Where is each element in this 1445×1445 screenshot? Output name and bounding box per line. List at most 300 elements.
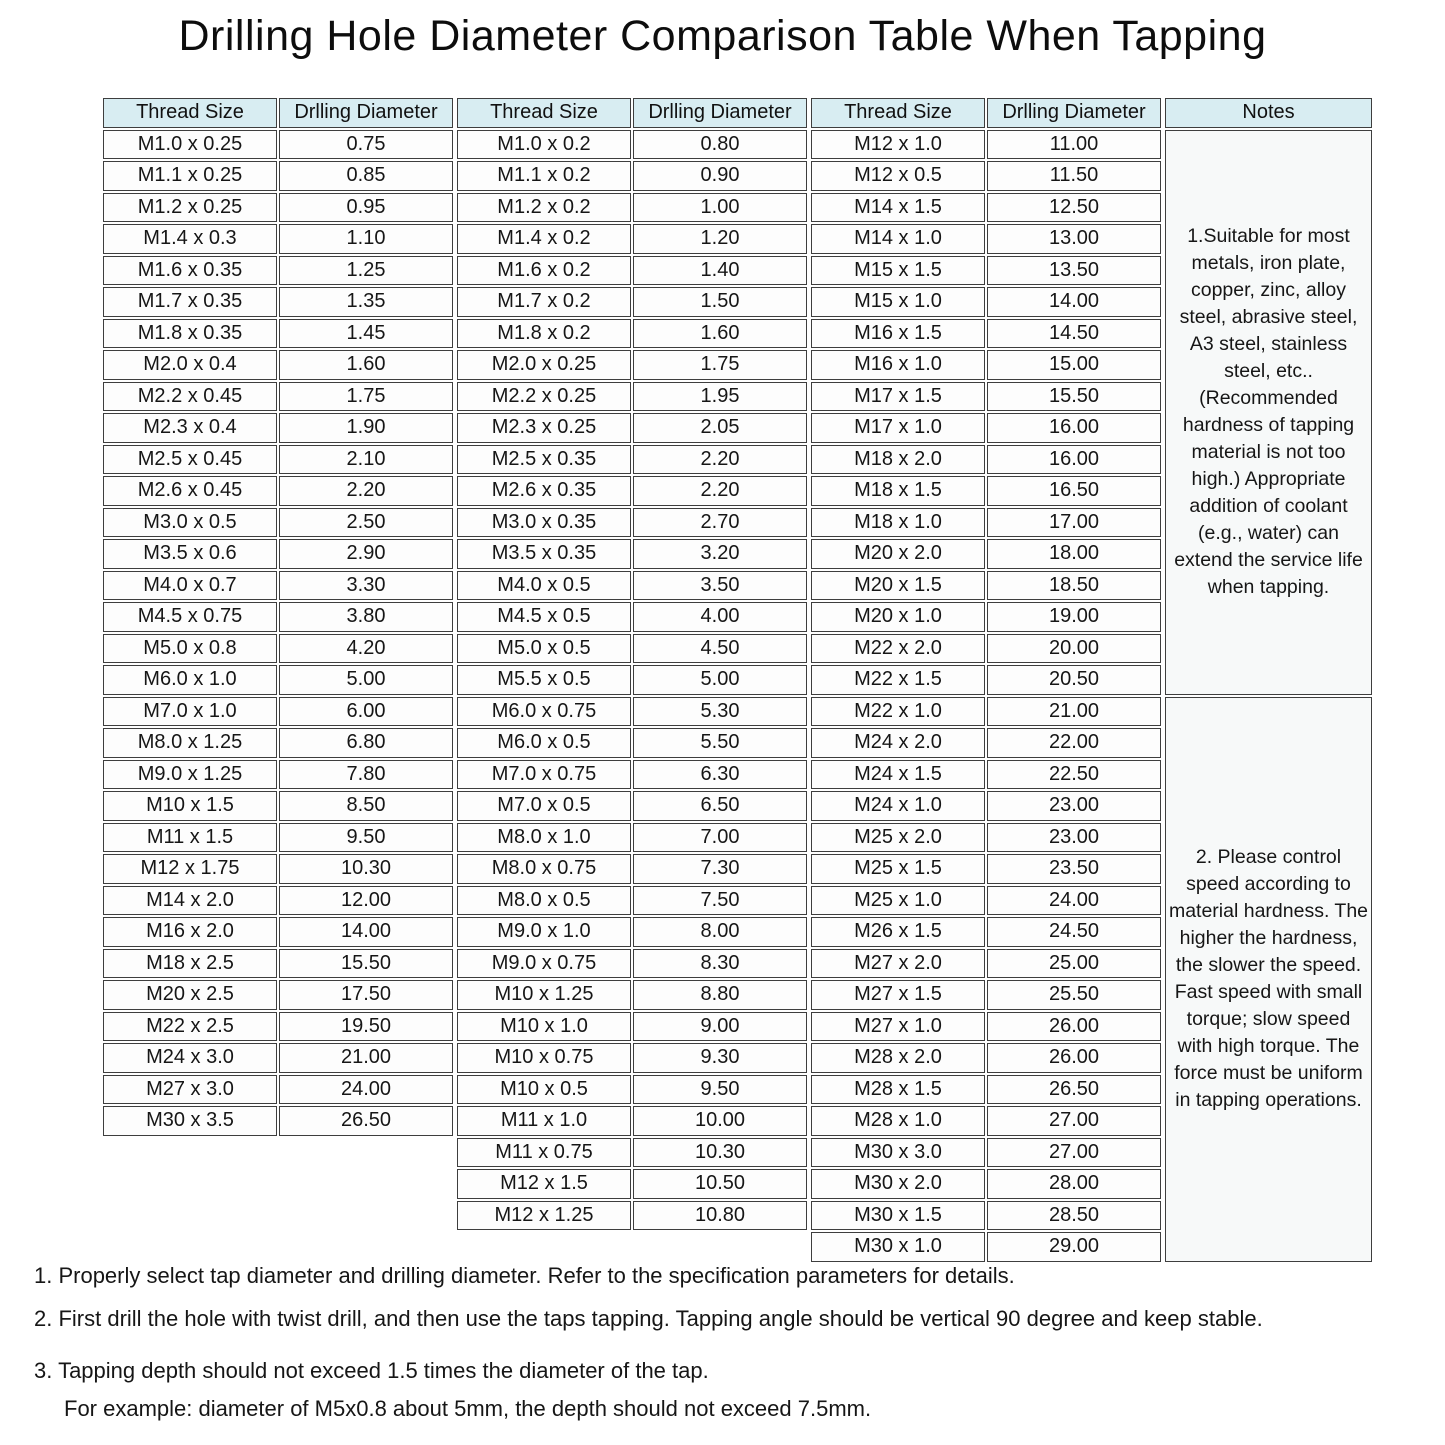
- table-row: [103, 980, 453, 1010]
- thread-size-cell: M11 x 1.5: [103, 823, 277, 853]
- drilling-diameter-cell: 5.00: [279, 665, 453, 695]
- thread-size-cell: M18 x 2.0: [811, 445, 985, 475]
- thread-size-cell: M6.0 x 0.75: [457, 697, 631, 727]
- notes-row: [1165, 130, 1372, 695]
- drilling-diameter-cell: 6.00: [279, 697, 453, 727]
- thread-size-cell: M7.0 x 1.0: [103, 697, 277, 727]
- drilling-diameter-cell: 10.30: [279, 854, 453, 884]
- thread-size-cell: M1.2 x 0.25: [103, 193, 277, 223]
- note-1: 1.Suitable for most metals, iron plate, copper, zinc, alloy steel, abrasive steel, A3 steel, stainless steel, etc..(Recommended hardness of tapping material is not too high.) Appropriate addition of coolant (e.g., water) can extend the service life when tapping.: [1165, 130, 1372, 695]
- thread-size-cell: M2.2 x 0.25: [457, 382, 631, 412]
- drilling-diameter-cell: 1.45: [279, 319, 453, 349]
- drilling-diameter-cell: 2.20: [633, 476, 807, 506]
- table-row: [457, 980, 807, 1010]
- drilling-diameter-cell: 19.00: [987, 602, 1161, 632]
- thread-size-cell: M15 x 1.0: [811, 287, 985, 317]
- thread-size-cell: M25 x 1.5: [811, 854, 985, 884]
- drilling-diameter-cell: 6.30: [633, 760, 807, 790]
- thread-size-cell: M30 x 3.5: [103, 1106, 277, 1136]
- table-row: [811, 319, 1161, 349]
- drilling-diameter-cell: 2.20: [633, 445, 807, 475]
- table-row: [811, 1075, 1161, 1105]
- table-row: [457, 130, 807, 160]
- thread-size-cell: M24 x 3.0: [103, 1043, 277, 1073]
- thread-size-cell: M3.5 x 0.6: [103, 539, 277, 569]
- thread-size-cell: M1.2 x 0.2: [457, 193, 631, 223]
- drilling-diameter-cell: 2.10: [279, 445, 453, 475]
- drilling-diameter-cell: 1.00: [633, 193, 807, 223]
- table-row: [811, 1169, 1161, 1199]
- table-row: [457, 949, 807, 979]
- thread-size-cell: M1.1 x 0.25: [103, 161, 277, 191]
- table-row: [457, 665, 807, 695]
- footer-note-2: 2. First drill the hole with twist drill, and then use the taps tapping. Tapping angle should be vertical 90 degree and keep stable.: [34, 1306, 1263, 1331]
- table-row: [457, 791, 807, 821]
- thread-size-cell: M2.3 x 0.25: [457, 413, 631, 443]
- thread-size-cell: M12 x 1.5: [457, 1169, 631, 1199]
- drilling-diameter-cell: 28.50: [987, 1201, 1161, 1231]
- thread-size-cell: M10 x 1.5: [103, 791, 277, 821]
- thread-size-cell: M2.0 x 0.25: [457, 350, 631, 380]
- table-row: [103, 256, 453, 286]
- thread-size-cell: M8.0 x 0.5: [457, 886, 631, 916]
- drilling-diameter-cell: 24.50: [987, 917, 1161, 947]
- drilling-diameter-cell: 22.50: [987, 760, 1161, 790]
- thread-size-cell: M4.5 x 0.75: [103, 602, 277, 632]
- table-row: [103, 602, 453, 632]
- thread-size-cell: M1.0 x 0.2: [457, 130, 631, 160]
- drilling-diameter-cell: 3.30: [279, 571, 453, 601]
- thread-size-cell: M22 x 2.0: [811, 634, 985, 664]
- table-row: [811, 1043, 1161, 1073]
- drilling-diameter-cell: 2.20: [279, 476, 453, 506]
- drilling-diameter-cell: 8.30: [633, 949, 807, 979]
- table-row: [811, 854, 1161, 884]
- table-row: [811, 287, 1161, 317]
- drilling-diameter-cell: 17.00: [987, 508, 1161, 538]
- thread-size-cell: M28 x 1.5: [811, 1075, 985, 1105]
- table-row: [457, 287, 807, 317]
- drilling-diameter-cell: 7.50: [633, 886, 807, 916]
- table-row: [811, 508, 1161, 538]
- table-row: [457, 917, 807, 947]
- thread-size-cell: M5.0 x 0.5: [457, 634, 631, 664]
- drilling-diameter-cell: 10.50: [633, 1169, 807, 1199]
- thread-size-cell: M24 x 1.0: [811, 791, 985, 821]
- table-row: [811, 413, 1161, 443]
- col-header-thread-size: Thread Size: [103, 98, 277, 128]
- thread-size-cell: M8.0 x 1.25: [103, 728, 277, 758]
- thread-size-cell: M6.0 x 1.0: [103, 665, 277, 695]
- thread-size-cell: M8.0 x 0.75: [457, 854, 631, 884]
- thread-size-cell: M12 x 1.25: [457, 1201, 631, 1231]
- thread-size-cell: M1.0 x 0.25: [103, 130, 277, 160]
- drilling-diameter-cell: 15.50: [987, 382, 1161, 412]
- thread-size-cell: M6.0 x 0.5: [457, 728, 631, 758]
- thread-size-cell: M1.6 x 0.2: [457, 256, 631, 286]
- thread-size-cell: M12 x 1.75: [103, 854, 277, 884]
- thread-size-cell: M2.5 x 0.45: [103, 445, 277, 475]
- thread-size-cell: M14 x 1.5: [811, 193, 985, 223]
- table-row: [811, 571, 1161, 601]
- thread-size-cell: M16 x 2.0: [103, 917, 277, 947]
- thread-size-cell: M16 x 1.0: [811, 350, 985, 380]
- thread-size-cell: M8.0 x 1.0: [457, 823, 631, 853]
- table-row: [811, 539, 1161, 569]
- drilling-diameter-cell: 27.00: [987, 1138, 1161, 1168]
- drilling-diameter-cell: 18.00: [987, 539, 1161, 569]
- drilling-diameter-cell: 7.30: [633, 854, 807, 884]
- table-row: [457, 1201, 807, 1231]
- table-row: [811, 949, 1161, 979]
- drilling-diameter-cell: 3.50: [633, 571, 807, 601]
- thread-size-cell: M17 x 1.0: [811, 413, 985, 443]
- drilling-diameter-cell: 19.50: [279, 1012, 453, 1042]
- thread-size-cell: M4.0 x 0.5: [457, 571, 631, 601]
- table-row: [103, 854, 453, 884]
- thread-size-cell: M12 x 0.5: [811, 161, 985, 191]
- drilling-diameter-cell: 22.00: [987, 728, 1161, 758]
- drilling-diameter-cell: 2.90: [279, 539, 453, 569]
- thread-size-cell: M9.0 x 1.0: [457, 917, 631, 947]
- drilling-diameter-cell: 1.40: [633, 256, 807, 286]
- table-row: [811, 665, 1161, 695]
- thread-size-cell: M27 x 3.0: [103, 1075, 277, 1105]
- comparison-table: [101, 96, 1374, 1264]
- thread-size-cell: M2.2 x 0.45: [103, 382, 277, 412]
- table-row: [811, 697, 1161, 727]
- thread-size-cell: M1.1 x 0.2: [457, 161, 631, 191]
- table-row: [103, 949, 453, 979]
- col-header-drilling-diameter: Drlling Diameter: [633, 98, 807, 128]
- table-row: [811, 193, 1161, 223]
- table-row: [103, 224, 453, 254]
- drilling-diameter-cell: 0.85: [279, 161, 453, 191]
- table-row: [811, 476, 1161, 506]
- drilling-diameter-cell: 16.00: [987, 445, 1161, 475]
- drilling-diameter-cell: 7.00: [633, 823, 807, 853]
- thread-size-cell: M25 x 2.0: [811, 823, 985, 853]
- drilling-diameter-cell: 25.50: [987, 980, 1161, 1010]
- notes-column: [1163, 96, 1374, 1264]
- drilling-diameter-cell: 1.20: [633, 224, 807, 254]
- thread-size-cell: M18 x 1.0: [811, 508, 985, 538]
- table-row: [457, 602, 807, 632]
- drilling-diameter-cell: 1.50: [633, 287, 807, 317]
- thread-size-cell: M20 x 1.0: [811, 602, 985, 632]
- thread-size-cell: M24 x 1.5: [811, 760, 985, 790]
- thread-size-cell: M3.5 x 0.35: [457, 539, 631, 569]
- drilling-diameter-cell: 26.50: [987, 1075, 1161, 1105]
- thread-size-cell: M18 x 2.5: [103, 949, 277, 979]
- drilling-diameter-cell: 21.00: [279, 1043, 453, 1073]
- thread-table-group-3: [809, 96, 1163, 1264]
- drilling-diameter-cell: 12.00: [279, 886, 453, 916]
- drilling-diameter-cell: 18.50: [987, 571, 1161, 601]
- thread-size-cell: M10 x 1.0: [457, 1012, 631, 1042]
- drilling-diameter-cell: 15.00: [987, 350, 1161, 380]
- drilling-diameter-cell: 13.00: [987, 224, 1161, 254]
- thread-table-group-2: [455, 96, 809, 1232]
- thread-size-cell: M30 x 1.0: [811, 1232, 985, 1262]
- table-row: [103, 823, 453, 853]
- thread-size-cell: M24 x 2.0: [811, 728, 985, 758]
- table-row: [811, 917, 1161, 947]
- drilling-diameter-cell: 12.50: [987, 193, 1161, 223]
- table-row: [103, 571, 453, 601]
- thread-size-cell: M1.8 x 0.2: [457, 319, 631, 349]
- table-row: [457, 413, 807, 443]
- table-row: [811, 602, 1161, 632]
- thread-size-cell: M1.4 x 0.2: [457, 224, 631, 254]
- table-row: [103, 193, 453, 223]
- table-row: [457, 1075, 807, 1105]
- thread-size-cell: M1.7 x 0.2: [457, 287, 631, 317]
- footer-note-1: 1. Properly select tap diameter and drilling diameter. Refer to the specification parameters for details.: [34, 1263, 1015, 1288]
- thread-size-cell: M20 x 2.5: [103, 980, 277, 1010]
- drilling-diameter-cell: 3.20: [633, 539, 807, 569]
- thread-size-cell: M11 x 1.0: [457, 1106, 631, 1136]
- thread-size-cell: M28 x 2.0: [811, 1043, 985, 1073]
- thread-size-cell: M2.3 x 0.4: [103, 413, 277, 443]
- thread-size-cell: M4.0 x 0.7: [103, 571, 277, 601]
- drilling-diameter-cell: 6.50: [633, 791, 807, 821]
- table-row: [103, 1012, 453, 1042]
- thread-size-cell: M16 x 1.5: [811, 319, 985, 349]
- thread-size-cell: M26 x 1.5: [811, 917, 985, 947]
- thread-size-cell: M1.7 x 0.35: [103, 287, 277, 317]
- thread-size-cell: M10 x 0.75: [457, 1043, 631, 1073]
- thread-size-cell: M4.5 x 0.5: [457, 602, 631, 632]
- thread-size-cell: M10 x 0.5: [457, 1075, 631, 1105]
- table-row: [103, 350, 453, 380]
- drilling-diameter-cell: 26.50: [279, 1106, 453, 1136]
- thread-size-cell: M9.0 x 1.25: [103, 760, 277, 790]
- table-row: [811, 728, 1161, 758]
- thread-size-cell: M22 x 1.5: [811, 665, 985, 695]
- table-row: [457, 193, 807, 223]
- table-row: [811, 130, 1161, 160]
- thread-size-cell: M3.0 x 0.35: [457, 508, 631, 538]
- thread-size-cell: M1.6 x 0.35: [103, 256, 277, 286]
- table-row: [811, 445, 1161, 475]
- table-row: [457, 161, 807, 191]
- table-row: [103, 886, 453, 916]
- drilling-diameter-cell: 28.00: [987, 1169, 1161, 1199]
- drilling-diameter-cell: 0.80: [633, 130, 807, 160]
- thread-size-cell: M12 x 1.0: [811, 130, 985, 160]
- drilling-diameter-cell: 5.50: [633, 728, 807, 758]
- drilling-diameter-cell: 16.00: [987, 413, 1161, 443]
- drilling-diameter-cell: 8.80: [633, 980, 807, 1010]
- drilling-diameter-cell: 9.30: [633, 1043, 807, 1073]
- drilling-diameter-cell: 8.00: [633, 917, 807, 947]
- note-2: 2. Please control speed according to material hardness. The higher the hardness, the slower the speed. Fast speed with small torque; slow speed with high torque. The force must be uniform in tapping operations.: [1165, 697, 1372, 1262]
- thread-size-cell: M27 x 2.0: [811, 949, 985, 979]
- thread-table-group-1: [101, 96, 455, 1138]
- table-row: [103, 728, 453, 758]
- drilling-diameter-cell: 2.05: [633, 413, 807, 443]
- table-row: [103, 791, 453, 821]
- drilling-diameter-cell: 10.80: [633, 1201, 807, 1231]
- drilling-diameter-cell: 1.10: [279, 224, 453, 254]
- table-row: [103, 319, 453, 349]
- thread-size-cell: M1.4 x 0.3: [103, 224, 277, 254]
- table-row: [811, 256, 1161, 286]
- drilling-diameter-cell: 4.00: [633, 602, 807, 632]
- col-header-drilling-diameter: Drlling Diameter: [987, 98, 1161, 128]
- drilling-diameter-cell: 24.00: [987, 886, 1161, 916]
- table-row: [103, 665, 453, 695]
- thread-size-cell: M18 x 1.5: [811, 476, 985, 506]
- table-row: [457, 476, 807, 506]
- drilling-diameter-cell: 27.00: [987, 1106, 1161, 1136]
- thread-size-cell: M2.5 x 0.35: [457, 445, 631, 475]
- drilling-diameter-cell: 26.00: [987, 1043, 1161, 1073]
- drilling-diameter-cell: 5.30: [633, 697, 807, 727]
- thread-size-cell: M11 x 0.75: [457, 1138, 631, 1168]
- drilling-diameter-cell: 5.00: [633, 665, 807, 695]
- table-row: [811, 791, 1161, 821]
- drilling-diameter-cell: 26.00: [987, 1012, 1161, 1042]
- col-header-thread-size: Thread Size: [811, 98, 985, 128]
- drilling-diameter-cell: 4.50: [633, 634, 807, 664]
- drilling-diameter-cell: 6.80: [279, 728, 453, 758]
- thread-size-cell: M10 x 1.25: [457, 980, 631, 1010]
- col-header-thread-size: Thread Size: [457, 98, 631, 128]
- table-row: [811, 382, 1161, 412]
- drilling-diameter-cell: 1.60: [279, 350, 453, 380]
- drilling-diameter-cell: 20.50: [987, 665, 1161, 695]
- table-row: [103, 917, 453, 947]
- thread-size-cell: M2.0 x 0.4: [103, 350, 277, 380]
- drilling-diameter-cell: 1.75: [633, 350, 807, 380]
- table-row: [811, 1106, 1161, 1136]
- thread-size-cell: M5.5 x 0.5: [457, 665, 631, 695]
- thread-size-cell: M22 x 1.0: [811, 697, 985, 727]
- thread-size-cell: M30 x 1.5: [811, 1201, 985, 1231]
- table-row: [457, 539, 807, 569]
- page-title: Drilling Hole Diameter Comparison Table When Tapping: [178, 12, 1267, 60]
- thread-size-cell: M30 x 3.0: [811, 1138, 985, 1168]
- drilling-diameter-cell: 11.50: [987, 161, 1161, 191]
- drilling-diameter-cell: 13.50: [987, 256, 1161, 286]
- table-row: [811, 1012, 1161, 1042]
- drilling-diameter-cell: 1.25: [279, 256, 453, 286]
- thread-size-cell: M7.0 x 0.75: [457, 760, 631, 790]
- drilling-diameter-cell: 21.00: [987, 697, 1161, 727]
- table-row: [103, 476, 453, 506]
- drilling-diameter-cell: 11.00: [987, 130, 1161, 160]
- drilling-diameter-cell: 3.80: [279, 602, 453, 632]
- drilling-diameter-cell: 17.50: [279, 980, 453, 1010]
- drilling-diameter-cell: 29.00: [987, 1232, 1161, 1262]
- drilling-diameter-cell: 4.20: [279, 634, 453, 664]
- drilling-diameter-cell: 10.30: [633, 1138, 807, 1168]
- table-row: [457, 697, 807, 727]
- drilling-diameter-cell: 1.95: [633, 382, 807, 412]
- table-row: [457, 1106, 807, 1136]
- thread-size-cell: M5.0 x 0.8: [103, 634, 277, 664]
- drilling-diameter-cell: 2.70: [633, 508, 807, 538]
- footer-note-3: 3. Tapping depth should not exceed 1.5 times the diameter of the tap.: [34, 1358, 709, 1383]
- table-row: [457, 728, 807, 758]
- drilling-diameter-cell: 1.60: [633, 319, 807, 349]
- table-row: [457, 508, 807, 538]
- table-row: [811, 980, 1161, 1010]
- table-row: [103, 382, 453, 412]
- drilling-diameter-cell: 23.00: [987, 791, 1161, 821]
- table-row: [103, 161, 453, 191]
- table-row: [811, 350, 1161, 380]
- table-row: [103, 1043, 453, 1073]
- header-row: [103, 98, 453, 128]
- notes-row: [1165, 697, 1372, 1262]
- table-row: [811, 1201, 1161, 1231]
- thread-size-cell: M27 x 1.5: [811, 980, 985, 1010]
- table-row: [103, 1106, 453, 1136]
- drilling-diameter-cell: 1.75: [279, 382, 453, 412]
- header-row: [457, 98, 807, 128]
- drilling-diameter-cell: 25.00: [987, 949, 1161, 979]
- thread-size-cell: M9.0 x 0.75: [457, 949, 631, 979]
- table-row: [457, 823, 807, 853]
- table-row: [457, 1138, 807, 1168]
- table-row: [103, 1075, 453, 1105]
- table-row: [457, 1043, 807, 1073]
- thread-size-cell: M2.6 x 0.35: [457, 476, 631, 506]
- thread-size-cell: M14 x 2.0: [103, 886, 277, 916]
- drilling-diameter-cell: 23.50: [987, 854, 1161, 884]
- thread-size-cell: M1.8 x 0.35: [103, 319, 277, 349]
- thread-size-cell: M20 x 1.5: [811, 571, 985, 601]
- drilling-diameter-cell: 14.00: [279, 917, 453, 947]
- table-row: [457, 382, 807, 412]
- table-row: [811, 1138, 1161, 1168]
- drilling-diameter-cell: 20.00: [987, 634, 1161, 664]
- thread-size-cell: M15 x 1.5: [811, 256, 985, 286]
- thread-size-cell: M7.0 x 0.5: [457, 791, 631, 821]
- drilling-diameter-cell: 7.80: [279, 760, 453, 790]
- thread-size-cell: M27 x 1.0: [811, 1012, 985, 1042]
- header-row: [1165, 98, 1372, 128]
- table-row: [811, 760, 1161, 790]
- thread-size-cell: M25 x 1.0: [811, 886, 985, 916]
- table-row: [103, 445, 453, 475]
- thread-size-cell: M3.0 x 0.5: [103, 508, 277, 538]
- table-row: [103, 287, 453, 317]
- thread-size-cell: M22 x 2.5: [103, 1012, 277, 1042]
- drilling-diameter-cell: 14.50: [987, 319, 1161, 349]
- thread-size-cell: M14 x 1.0: [811, 224, 985, 254]
- table-row: [103, 413, 453, 443]
- drilling-diameter-cell: 8.50: [279, 791, 453, 821]
- table-row: [457, 1012, 807, 1042]
- drilling-diameter-cell: 16.50: [987, 476, 1161, 506]
- table-row: [457, 854, 807, 884]
- table-row: [103, 634, 453, 664]
- drilling-diameter-cell: 14.00: [987, 287, 1161, 317]
- drilling-diameter-cell: 24.00: [279, 1075, 453, 1105]
- table-row: [457, 634, 807, 664]
- thread-size-cell: M2.6 x 0.45: [103, 476, 277, 506]
- drilling-diameter-cell: 0.75: [279, 130, 453, 160]
- drilling-diameter-cell: 23.00: [987, 823, 1161, 853]
- footer-note-4: For example: diameter of M5x0.8 about 5mm, the depth should not exceed 7.5mm.: [64, 1396, 872, 1421]
- table-row: [103, 539, 453, 569]
- drilling-diameter-cell: 9.50: [279, 823, 453, 853]
- table-row: [457, 445, 807, 475]
